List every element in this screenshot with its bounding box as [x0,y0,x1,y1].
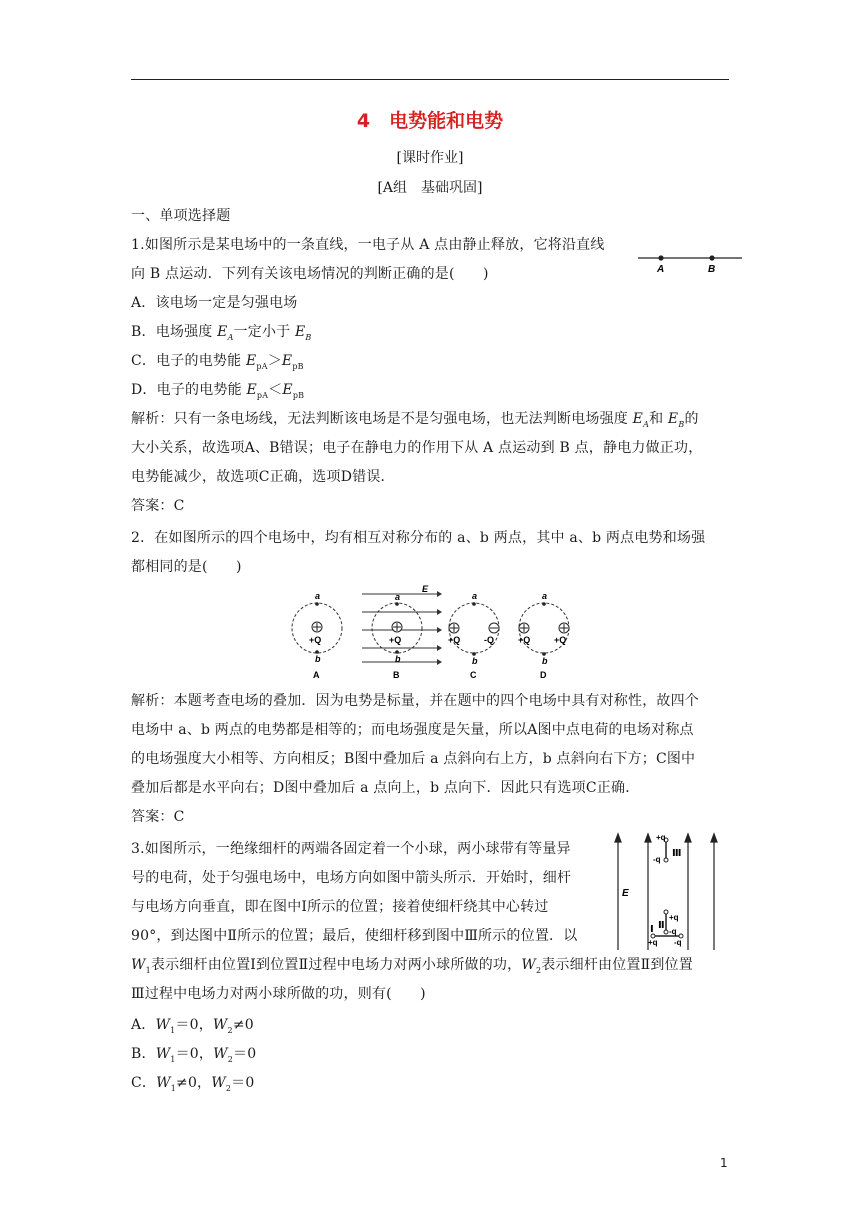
svg-text:+q: +q [669,913,679,922]
label-pos1: Ⅰ [650,924,654,935]
svg-text:a: a [395,592,401,602]
q3-stem-line5: $W_1$表示细杆由位置Ⅰ到位置Ⅱ过程中电场力对两小球所做的功，$W_2$表示细杆由位置Ⅱ到位置 [131,957,693,975]
q1-option-a: A．该电场一定是匀强电场 [131,295,298,311]
q2-explanation-line1: 解析：本题考查电场的叠加．因为电势是标量，并在题中的四个电场中具有对称性，故四个 [131,693,699,709]
svg-text:a: a [315,591,321,601]
svg-text:b: b [542,656,548,666]
q1-explanation-line2: 大小关系，故选项A、B错误；电子在静电力的作用下从 A 点运动到 B 点，静电力做正功， [131,440,703,456]
q1-option-b: B．电场强度 $E_A$一定小于 $E_B$ [131,324,312,342]
svg-text:B: B [393,670,400,680]
panel-c [448,591,499,680]
q3-stem-line4: 90°，到达图中Ⅱ所示的位置；最后，使细杆移到图中Ⅲ所示的位置．以 [131,928,578,944]
q2-stem-line1: 2．在如图所示的四个电场中，均有相互对称分布的 a、b 两点，其中 a、b 两点电势和场强 [131,530,706,546]
svg-text:a: a [542,591,548,601]
fig-label-b: B [708,264,716,274]
svg-text:+Q: +Q [448,635,461,645]
svg-text:a: a [472,591,478,601]
q2-figure [282,584,582,684]
field-label: E [622,888,629,899]
label-pos2: Ⅱ [658,920,665,931]
q3-option-c: C．$W_1\ne 0$，$W_2=0$ [131,1075,255,1093]
q2-explanation-line4: 叠加后都是水平向右；D图中叠加后 a 点向上，b 点向下．因此只有选项C正确． [131,780,640,796]
q3-option-a: A．$W_1=0$，$W_2\ne 0$ [131,1017,254,1035]
svg-text:+Q: +Q [309,635,322,645]
q1-stem-line2: 向 B 点运动．下列有关该电场情况的判断正确的是( ) [131,266,489,282]
svg-text:b: b [315,654,321,664]
svg-text:-Q: -Q [484,635,494,645]
page-number: 1 [720,1156,728,1170]
panel-d [518,591,569,680]
svg-text:b: b [395,654,401,664]
svg-text:A: A [313,670,320,680]
q1-figure [636,248,746,274]
svg-text:+Q: +Q [389,635,402,645]
q1-answer: 答案：C [131,498,185,514]
svg-text:+Q: +Q [554,635,567,645]
svg-text:E: E [422,584,429,594]
subtitle: [课时作业] [396,150,464,166]
svg-text:-q: -q [674,938,682,947]
q2-answer: 答案：C [131,809,185,825]
group-label: [A组 基础巩固] [377,180,483,196]
svg-text:+q: +q [656,833,666,842]
svg-text:+q: +q [648,938,658,947]
panel-a [292,591,342,680]
q2-explanation-line2: 电场中 a、b 两点的电势都是相等的；而电场强度是矢量，所以A图中点电荷的电场对称点 [131,722,694,738]
svg-text:+Q: +Q [518,635,531,645]
svg-text:-q: -q [669,927,677,936]
point-a [658,255,663,260]
svg-text:b: b [472,656,478,666]
q1-stem-line1: 1.如图所示是某电场中的一条直线，一电子从 A 点由静止释放，它将沿直线 [131,237,605,253]
q1-explanation-line1: 解析：只有一条电场线，无法判断该电场是不是匀强电场，也无法判断电场强度 $E_A$和 $E_B$的 [131,411,699,429]
svg-text:-q: -q [653,855,661,864]
point-b [709,255,714,260]
q2-explanation-line3: 的电场强度大小相等、方向相反；B图中叠加后 a 点斜向右上方，b 点斜向右下方；C图中 [131,751,696,767]
label-pos3: Ⅲ [672,848,682,859]
q3-stem-line2: 号的电荷，处于匀强电场中，电场方向如图中箭头所示．开始时，细杆 [131,870,572,886]
q3-stem-line1: 3.如图所示，一绝缘细杆的两端各固定着一个小球，两小球带有等量异 [131,841,571,857]
section-heading: 一、单项选择题 [131,208,231,224]
q2-stem-line2: 都相同的是( ) [131,559,242,575]
panel-b [362,584,442,680]
svg-text:D: D [540,670,547,680]
q3-figure [612,832,724,952]
q1-option-c: C．电子的电势能 $E_{pA}>E_{pB}$ [131,353,304,371]
q3-stem-line3: 与电场方向垂直，即在图中Ⅰ所示的位置；接着使细杆绕其中心转过 [131,899,549,915]
q1-option-d: D．电子的电势能 $E_{pA}<E_{pB}$ [131,382,305,400]
q3-option-b: B．$W_1=0$，$W_2=0$ [131,1046,257,1064]
svg-text:C: C [470,670,477,680]
q1-explanation-line3: 电势能减少，故选项C正确，选项D错误． [131,469,395,485]
page-title: 4 电势能和电势 [356,110,504,132]
q3-stem-line6: Ⅲ过程中电场力对两小球所做的功，则有( ) [131,986,426,1002]
fig-label-a: A [657,264,665,274]
header-rule [131,79,729,80]
